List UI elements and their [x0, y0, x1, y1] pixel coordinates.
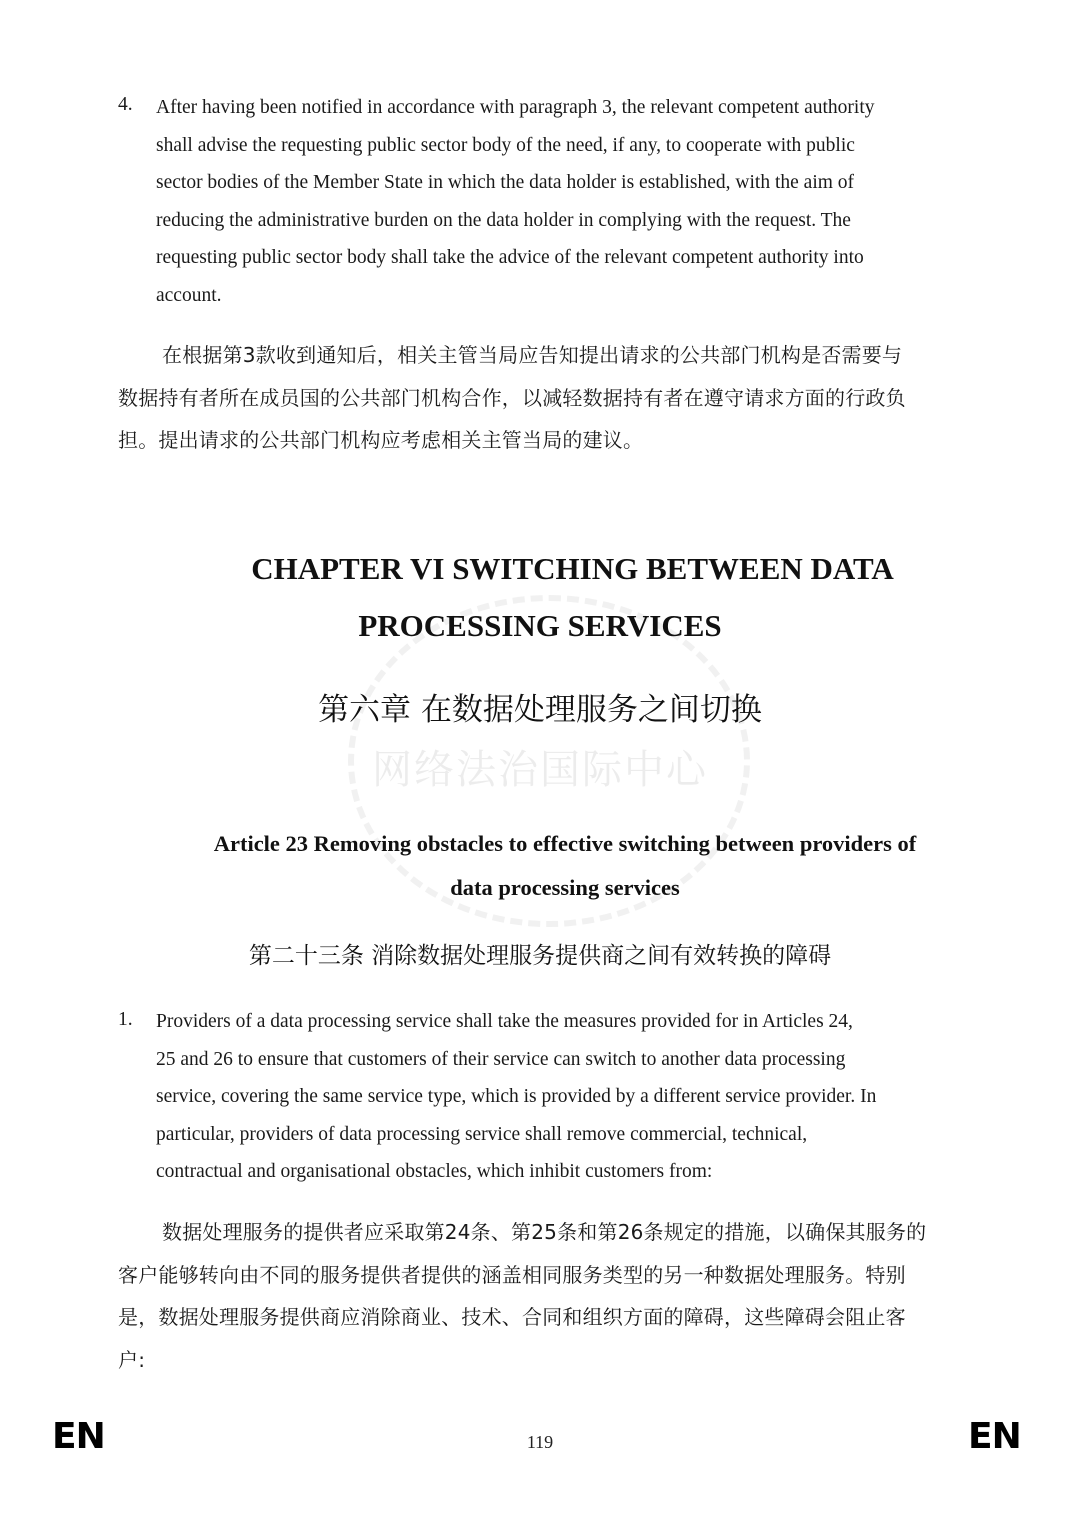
language-code-right: EN: [968, 1416, 1021, 1457]
paragraph-4-english: [156, 89, 966, 314]
text-line: 数据处理服务的提供者应采取第24条、第25条和第26条规定的措施，以确保其服务的: [162, 1220, 927, 1244]
text-line: 是，数据处理服务提供商应消除商业、技术、合同和组织方面的障碍，这些障碍会阻止客: [118, 1305, 906, 1329]
article-title-line-2: data processing services: [450, 875, 680, 900]
article-title-chinese: 第二十三条 消除数据处理服务提供商之间有效转换的障碍: [248, 943, 832, 969]
text-line: service, covering the same service type, which is provided by a different service provider. In: [156, 1086, 877, 1107]
text-line: After having been notified in accordance with paragraph 3, the relevant competent authority: [156, 97, 875, 118]
text-line: contractual and organisational obstacles, which inhibit customers from:: [156, 1161, 713, 1182]
article-title: [160, 822, 970, 910]
text-line: Providers of a data processing service shall take the measures provided for in Articles 24,: [156, 1011, 853, 1032]
paragraph-1-number: 1.: [118, 1009, 133, 1030]
text-line: account.: [156, 284, 222, 306]
paragraph-4-number: 4.: [118, 94, 133, 115]
language-code-left: EN: [52, 1416, 105, 1457]
text-line: requesting public sector body shall take the advice of the relevant competent authority into: [156, 247, 864, 268]
article-title-line-1: Article 23 Removing obstacles to effective switching between providers of: [213, 831, 917, 856]
page-number: 119: [526, 1432, 554, 1452]
chapter-title: [0, 540, 1080, 654]
text-line: 客户能够转向由不同的服务提供者提供的涵盖相同服务类型的另一种数据处理服务。特别: [118, 1262, 906, 1287]
text-line: 数据持有者所在成员国的公共部门机构合作，以减轻数据持有者在遵守请求方面的行政负: [118, 385, 906, 410]
chapter-title-chinese: 第六章 在数据处理服务之间切换: [318, 692, 762, 728]
paragraph-4-chinese: [118, 334, 968, 462]
paragraph-1-chinese: [118, 1211, 968, 1381]
text-line: reducing the administrative burden on the data holder in complying with the request. The: [156, 209, 851, 231]
watermark-text: 网络法治国际中心: [372, 747, 708, 793]
text-line: 在根据第3款收到通知后，相关主管当局应告知提出请求的公共部门机构是否需要与: [162, 343, 903, 367]
text-line: 担。提出请求的公共部门机构应考虑相关主管当局的建议。: [118, 428, 644, 452]
chapter-title-line-2: PROCESSING SERVICES: [358, 608, 722, 643]
text-line: particular, providers of data processing service shall remove commercial, technical,: [156, 1123, 808, 1145]
text-line: 25 and 26 to ensure that customers of their service can switch to another data processing: [156, 1048, 846, 1070]
text-line: 户:: [118, 1347, 146, 1372]
text-line: shall advise the requesting public sector body of the need, if any, to cooperate with public: [156, 134, 855, 156]
text-line: sector bodies of the Member State in which the data holder is established, with the aim of: [156, 172, 855, 193]
paragraph-1-english: [156, 1003, 966, 1191]
chapter-title-line-1: CHAPTER VI SWITCHING BETWEEN DATA: [251, 551, 894, 586]
